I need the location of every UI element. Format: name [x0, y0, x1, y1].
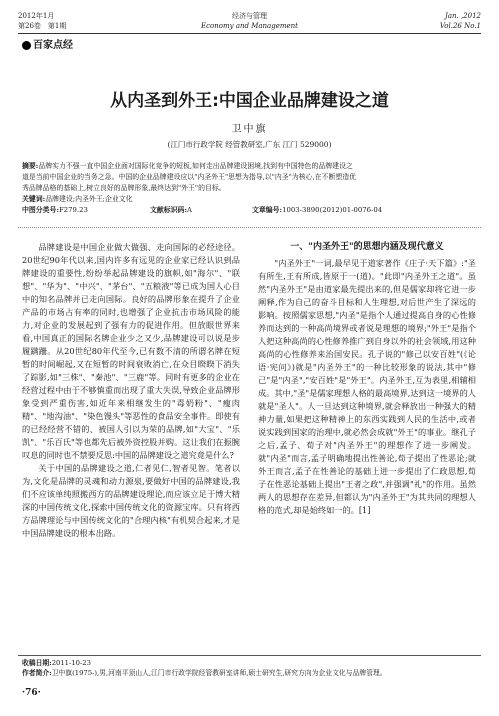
- received-date: 2011-10-23: [51, 659, 91, 667]
- doc-code-value: A: [187, 206, 192, 214]
- clc-label: 中图分类号:: [22, 206, 59, 214]
- article-author: 卫中旗: [231, 124, 268, 135]
- keywords-label: 关键词:: [22, 195, 46, 203]
- abstract-line-3: 秀品牌品格的基础上,树立良好的品牌形象,最终达到"外王"的目标。: [22, 184, 226, 192]
- author-bio: 卫中旗(1975-),男,河南平顶山人,江门市行政学院经管教研室讲师,硕士研究生,研究方向为企业文化与品牌管理。: [51, 669, 387, 677]
- section-tag: [22, 40, 73, 52]
- header-journal-cn: 经济与管理: [232, 12, 267, 20]
- abstract-line-1: 品牌实力不强一直中国企业面对国际化竞争的短板,如何走出品牌建设困境,找到有中国特色的品牌建设之: [38, 162, 353, 170]
- author-affiliation: (江门市行政学院 经管教研室,广东 江门 529000): [167, 140, 332, 149]
- body-paragraph-2: 关于中国的品牌建设之道,仁者见仁,智者见智。笔者以为,文化是品牌的灵魂和动力源泉,要做好中国的品牌建设,我们不应该单纯照搬西方的品牌建设理论,而应该立足于博大精深的中国传统文化,探索中国传统文化的资源宝库。只有将西方品牌理论与中国传统文化的"合理内核"有机契合起来,才是中国品牌建设的根本出路。: [22, 463, 240, 538]
- section-heading: 一、"内圣外王"的思想内涵及现代意义: [290, 242, 444, 252]
- body-paragraph-1: 品牌建设是中国企业做大做强、走向国际的必经途径。20世纪90年代以来,国内许多有远见的企业家已经认识到品牌建设的重要性,纷纷举起品牌建设的旗帜,如"海尔"、"联想"、"华为"、"中兴"、"茅台"、"五粮液"等已成为国人心目中的知名品牌并已走向国际。良好的品牌形象在提升了企业产品的市场占有率的同时,也增强了企业抗击市场风险的能力,对企业的发展起到了强有力的促进作用。但放眼世界来看,中国真正的国际名牌企业少之又少,品牌建设可以说是步履蹒跚。从20世纪80年代至今,已有数不清的所谓名牌在短暂的时间崛起,又在短暂的时间衰败消亡,在众目睽睽下消失了踪影,如"三株"、"秦池"、"三鹿"等。同时有更多的企业在经营过程中由于不够慎重而出现了重大失误,导致企业品牌形象受到严重伤害,如近年来相继发生的"毒奶粉"、"瘦肉精"、"地沟油"、"染色馒头"等恶性的食品安全事件。即使有的已经经营不错的、被国人引以为荣的品牌,如"大宝"、"乐凯"、"乐百氏"等也都先后被外资控股并购。这让我们在振腕叹息的同时也不禁要反思:中国的品牌建设之道究竟是什么?: [22, 242, 240, 460]
- doc-code-label: 文献标识码:: [150, 206, 187, 214]
- author-bio-label: 作者简介:: [22, 669, 52, 677]
- header-date: 2012年1月: [18, 12, 55, 20]
- article-title: 从内圣到外王:中国企业品牌建设之道: [110, 91, 389, 111]
- header-rule: [18, 33, 481, 34]
- keywords-text: 品牌建设;内圣外王;企业文化: [45, 195, 133, 203]
- footnote-rule: [18, 655, 481, 656]
- page-number: ·76·: [22, 688, 41, 698]
- article-id-label: 文章编号:: [252, 206, 283, 214]
- header-volume-issue: 第26卷 第1期: [18, 22, 67, 30]
- abstract: [22, 161, 478, 216]
- header-date-en: Jan. ,2012: [445, 12, 481, 20]
- footnote: [22, 658, 482, 678]
- body-paragraph-3: "内圣外王"一词,最早见于道家著作《庄子·天下篇》:"圣有所生,王有所成,皆原于一(道)。"此即"内圣外王之道"。虽然"内圣外王"是由道家最先提出来的,但是儒家却将它进一步阐释,作为自己的奋斗目标和人生理想,对后世产生了深远的影响。按照儒家思想,"内圣"是指个人通过提高自身的心性修养而达到的一种高尚境界或者说是理想的境界;"外王"是指个人把这种高尚的心性修养推广到自身以外的社会领域,用这种高尚的心性修养来治国安民。孔子说的"修己以安百姓"(《论语·宪问》)就是"内圣外王"的一种比较形象的说法,其中"修己"是"内圣","安百姓"是"外王"。内圣外王,互为表里,相辅相成。其中,"圣"是儒家理想人格的最高境界,达到这一境界的人就是"圣人"。人一旦达到这种境界,就会释放出一种强大的精神力量,如果把这种精神上的东西实践到人民的生活中,或者说实践到国家的治理中,就必然会成就"外王"的事业。继孔子之后,孟子、荀子对"内圣外王"的理想作了进一步阐发。就"内圣"而言,孟子明确地提出性善论,荀子提出了性恶论;就外王而言,孟子在性善论的基础上进一步提出了仁政思想,荀子在性恶论基础上提出"王者之政",并强调"礼"的作用。虽然两人的思想存在差异,但都认为"内圣外王"为其共同的理想人格的范式,却是始终如一的。[1]: [258, 258, 476, 515]
- classification-line: [22, 205, 478, 216]
- abstract-label: 摘要:: [22, 162, 39, 170]
- clc-value: F279.23: [59, 206, 88, 214]
- received-label: 收稿日期:: [22, 659, 52, 667]
- header-journal-en: Economy and Management: [201, 22, 298, 30]
- abstract-rule: [18, 227, 481, 228]
- abstract-line-2: 道是当前中国企业的当务之急。中国的企业品牌建设应以"内圣外王"思想为指导,以"内圣"为核心,在不断塑造优: [22, 173, 357, 181]
- bullet-icon: [22, 41, 31, 50]
- article-id-value: 1003-3890(2012)01-0076-04: [282, 206, 383, 214]
- section-label: 百家点经: [33, 40, 73, 51]
- header-vol-en: Vol.26 No.1: [439, 22, 481, 30]
- left-column: [22, 241, 240, 540]
- right-column: [258, 241, 476, 517]
